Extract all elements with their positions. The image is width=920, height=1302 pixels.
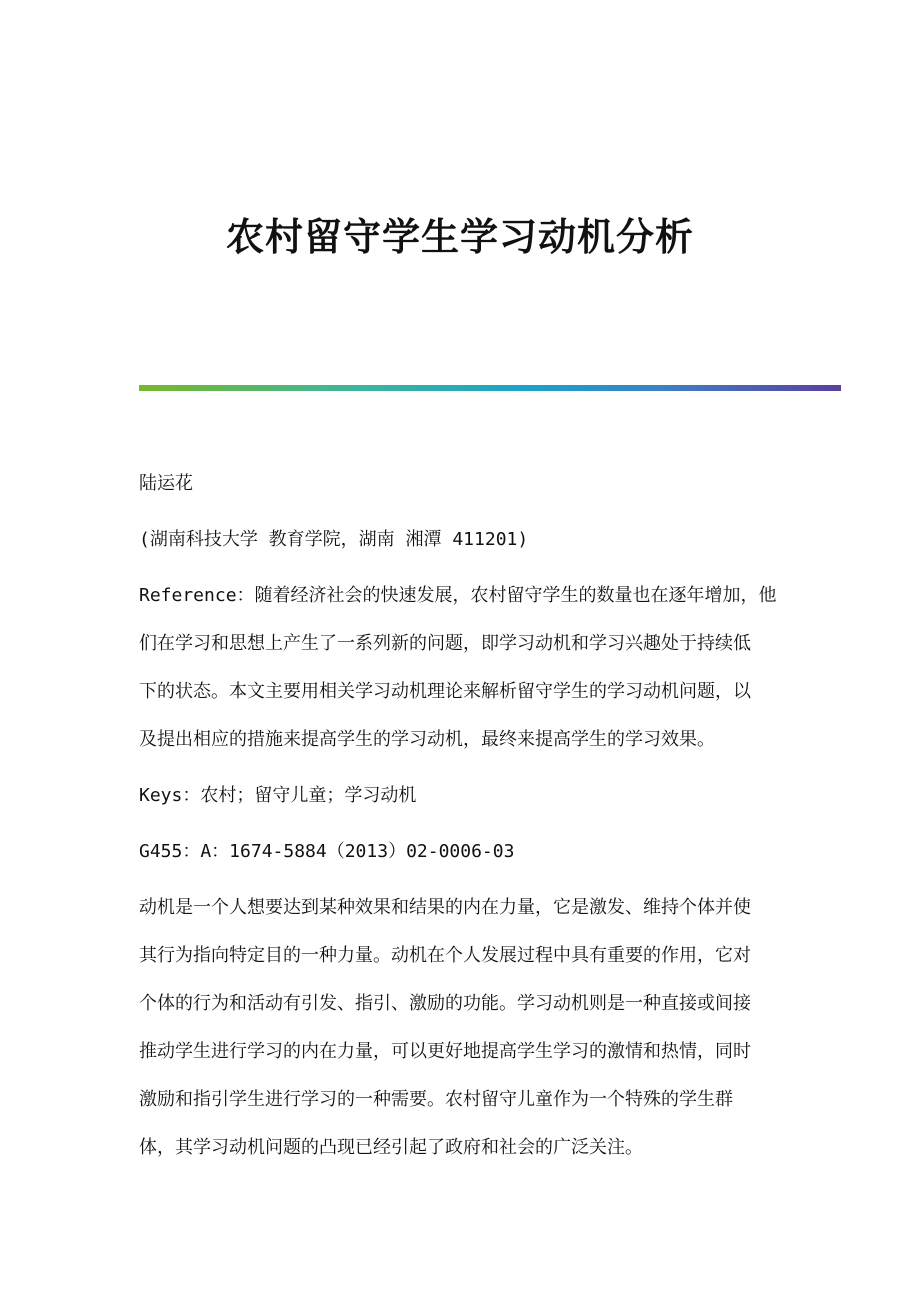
body-paragraph-line: 动机是一个人想要达到某种效果和结果的内在力量，它是激发、维持个体并使 <box>139 897 751 918</box>
classification-line: G455：A：1674-5884（2013）02-0006-03 <box>139 841 515 862</box>
document-title: 农村留守学生学习动机分析 <box>225 214 694 259</box>
abstract-line: 及提出相应的措施来提高学生的学习动机，最终来提高学生的学习效果。 <box>139 729 715 750</box>
abstract-line: 们在学习和思想上产生了一系列新的问题，即学习动机和学习兴趣处于持续低 <box>139 633 751 654</box>
body-paragraph-line: 其行为指向特定目的一种力量。动机在个人发展过程中具有重要的作用，它对 <box>139 945 751 966</box>
author-name: 陆运花 <box>139 473 193 494</box>
author-affiliation: (湖南科技大学 教育学院，湖南 湘潭 411201) <box>139 529 529 550</box>
gradient-divider <box>139 385 841 391</box>
abstract-line: Reference：随着经济社会的快速发展，农村留守学生的数量也在逐年增加，他 <box>139 585 777 606</box>
body-paragraph-line: 个体的行为和活动有引发、指引、激励的功能。学习动机则是一种直接或间接 <box>139 993 751 1014</box>
body-paragraph-line: 体，其学习动机问题的凸现已经引起了政府和社会的广泛关注。 <box>139 1137 643 1158</box>
body-paragraph-line: 激励和指引学生进行学习的一种需要。农村留守儿童作为一个特殊的学生群 <box>139 1089 733 1110</box>
abstract-line: 下的状态。本文主要用相关学习动机理论来解析留守学生的学习动机问题，以 <box>139 681 751 702</box>
keywords-line: Keys：农村；留守儿童；学习动机 <box>139 785 417 806</box>
body-paragraph-line: 推动学生进行学习的内在力量，可以更好地提高学生学习的激情和热情，同时 <box>139 1041 751 1062</box>
